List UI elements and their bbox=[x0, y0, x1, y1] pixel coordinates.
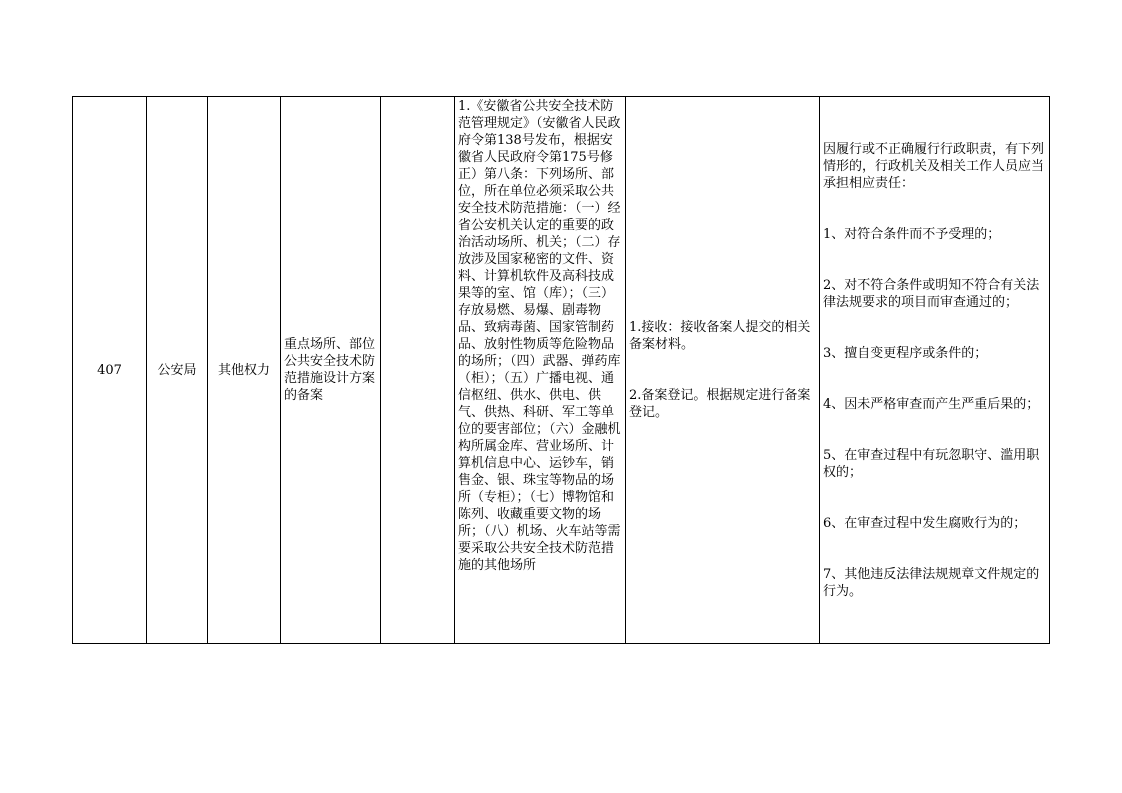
process-cell bbox=[626, 97, 820, 644]
item-name: 重点场所、部位公共安全技术防范措施设计方案的备案 bbox=[284, 337, 376, 403]
responsibility-item: 5、在审查过程中有玩忽职守、滥用职权的； bbox=[823, 447, 1040, 480]
table-row bbox=[73, 97, 1050, 644]
department-cell bbox=[147, 97, 208, 644]
power-category: 其他权力 bbox=[217, 362, 270, 378]
row-number-cell bbox=[73, 97, 147, 644]
responsibility-item: 7、其他违反法律法规规章文件规定的行为。 bbox=[823, 566, 1040, 599]
responsibility-item: 3、擅自变更程序或条件的； bbox=[823, 345, 988, 361]
power-category-cell bbox=[208, 97, 281, 644]
blank-cell bbox=[381, 97, 455, 644]
responsibility-intro: 因履行或不正确履行行政职责，有下列情形的，行政机关及相关工作人员应当承担相应责任： bbox=[823, 141, 1045, 191]
responsibility-item: 6、在审查过程中发生腐败行为的； bbox=[823, 515, 1027, 531]
responsibility-item: 4、因未严格审查而产生严重后果的； bbox=[823, 396, 1040, 412]
legal-basis-cell bbox=[455, 97, 626, 644]
responsibility-item: 2、对不符合条件或明知不符合有关法律法规要求的项目而审查通过的； bbox=[823, 277, 1040, 310]
process-step: 1.接收：接收备案人提交的相关备案材料。 bbox=[629, 320, 811, 352]
department: 公安局 bbox=[157, 362, 197, 378]
process-step: 2.备案登记。根据规定进行备案登记。 bbox=[629, 388, 811, 420]
row-number: 407 bbox=[97, 362, 122, 378]
power-list-table bbox=[72, 96, 1050, 644]
item-name-cell bbox=[281, 97, 381, 644]
responsibility-cell bbox=[820, 97, 1050, 644]
responsibility-item: 1、对符合条件而不予受理的； bbox=[823, 226, 1001, 242]
legal-basis: 1.《安徽省公共安全技术防范管理规定》（安徽省人民政府令第138号发布，根据安徽省人民政府令第175号修正）第八条：下列场所、部位，所在单位必须采取公共安全技术防范措施：（一）经省公安机关认定的重要的政治活动场所、机关；（二）存放涉及国家秘密的文件、资料、计算机软件及高科技成果等的室、馆（库）；（三）存放易燃、易爆、剧毒物品、致病毒菌、国家管制药品、放射性物质等危险物品的场所；（四）武器、弹药库（柜）；（五）广播电视、通信枢纽、供水、供电、供气、供热、科研、军工等单位的要害部位；（六）金融机构所属金库、营业场所、计算机信息中心、运钞车，销售金、银、珠宝等物品的场所（专柜）；（七）博物馆和陈列、收藏重要文物的场所；（八）机场、火车站等需要采取公共安全技术防范措施的其他场所 bbox=[458, 99, 621, 573]
